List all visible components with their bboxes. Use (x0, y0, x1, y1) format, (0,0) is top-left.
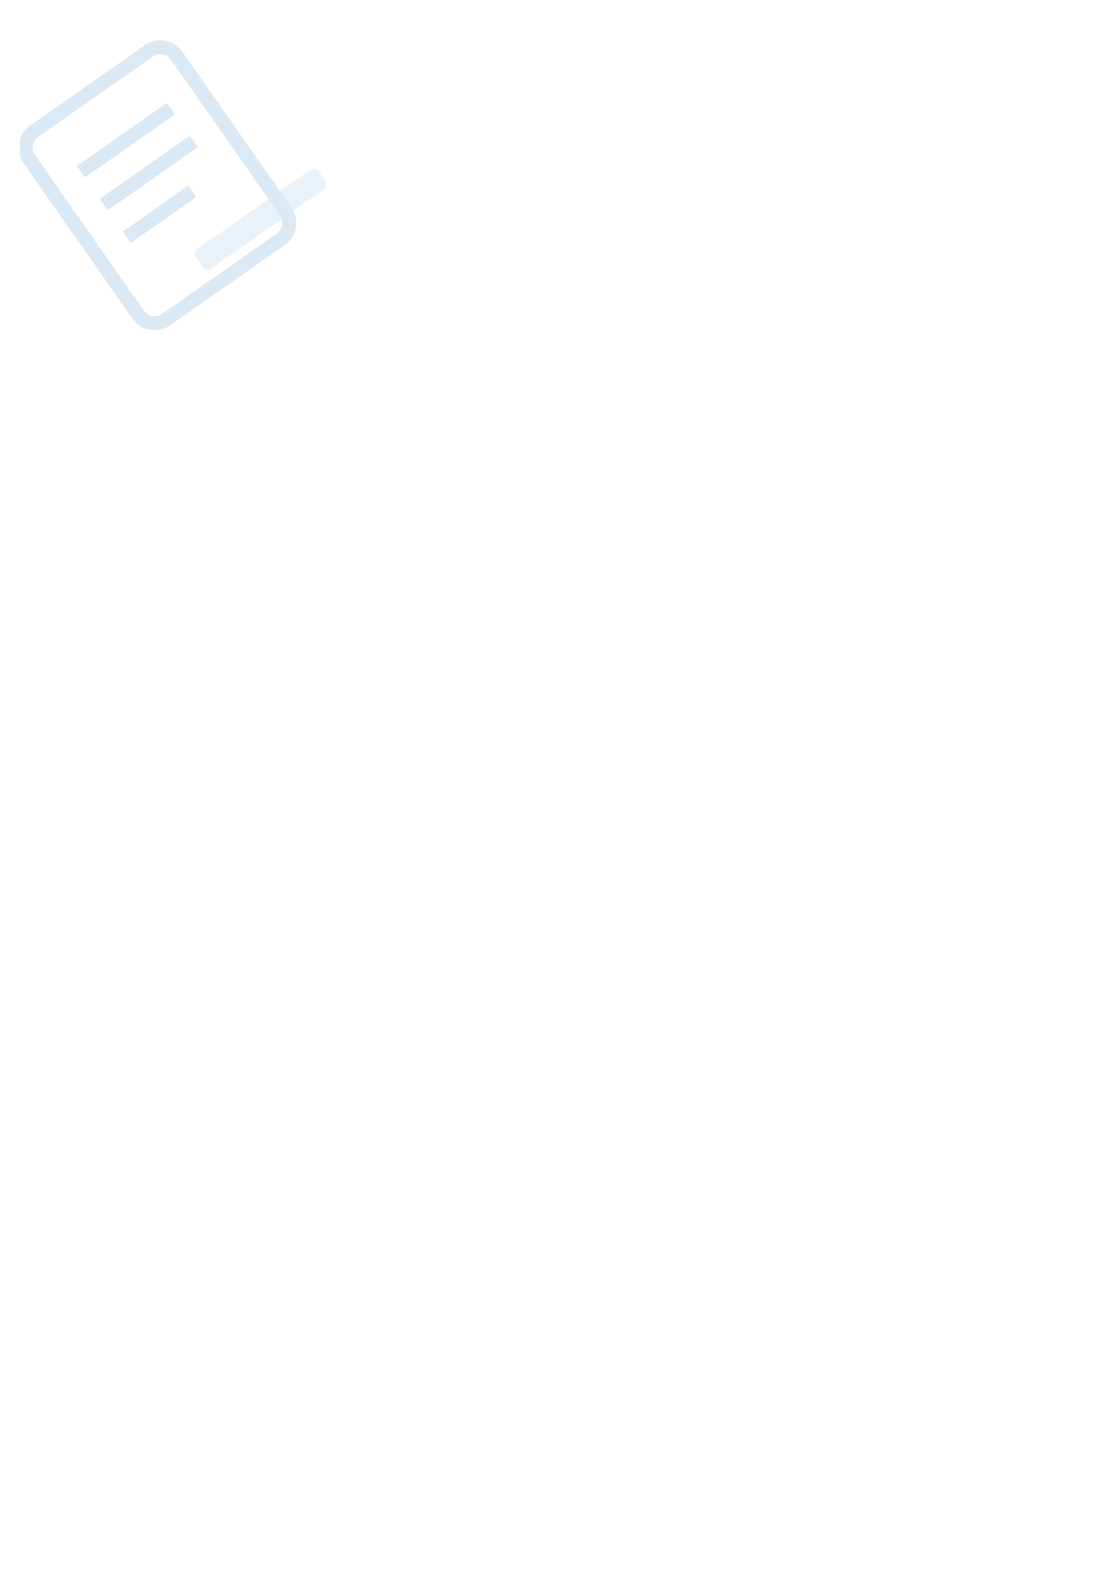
watermark-logo (20, 0, 340, 400)
document-page (79, 88, 1034, 142)
section-2-2-heading (79, 114, 1034, 140)
